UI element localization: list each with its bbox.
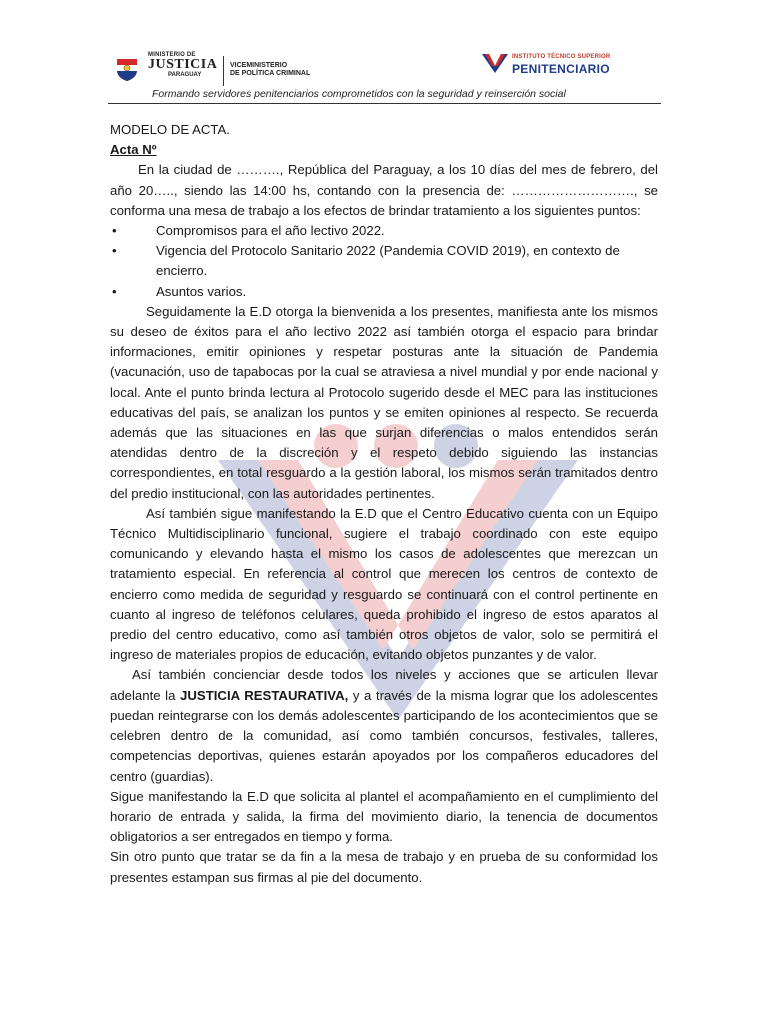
- institute-logo: [480, 50, 620, 80]
- institute-emblem-icon: [480, 52, 510, 74]
- paragraph-restorative-end: y a través de la misma lograr que los adolescentes puedan reintegrarse con los demás adolescentes participando de los acontecimientos que se celebren dentro de la comunidad, así como también concursos, festivales, talleres, competencias deportivas, quienes estarán apoyados por los compañeros educadores del centro (guardias).: [110, 687, 659, 784]
- paraguay-shield-icon: [116, 56, 138, 82]
- paragraph-restorative-start: Así también concienciar desde todos los niveles y acciones que se articulen llevar adelante la: [110, 667, 658, 703]
- intro-paragraph: En la ciudad de ………., República del Paraguay, a los 10 días del mes de febrero, del año 20….., siendo las 14:00 hs, contando con la presencia de: ………………………., se conforma una mesa de trabajo a los efectos de brindar tratamiento a los siguientes puntos:: [110, 162, 658, 218]
- header-rule: [108, 103, 661, 104]
- agenda-list: [110, 221, 658, 302]
- ministry-name-text: JUSTICIA: [148, 57, 218, 72]
- acta-title: Acta Nº: [110, 142, 157, 158]
- bullet-icon: •: [112, 223, 117, 239]
- document-body: [110, 120, 658, 888]
- ministry-country-text: PARAGUAY: [168, 72, 202, 78]
- viceministry-line1: VICEMINISTERIO: [230, 62, 288, 69]
- institute-name-text: PENITENCIARIO: [512, 62, 610, 76]
- list-item: [110, 282, 658, 302]
- list-item-text: Vigencia del Protocolo Sanitario 2022 (Pandemia COVID 2019), en contexto de encierro.: [156, 243, 620, 279]
- model-title: MODELO DE ACTA.: [110, 122, 230, 137]
- paragraph-welcome: Seguidamente la E.D otorga la bienvenida a los presentes, manifiesta ante los mismos su deseo de éxitos para el año lectivo 2022 así también otorga el espacio para brindar informaciones, emitir opiniones y respetar posturas ante la situación de Pandemia (vacunación, uso de tapabocas por la cual se atraviesa a nivel mundial y por ende nacional y local. Ante el punto brinda lectura al Protocolo sugerido desde el MEC para las instituciones educativas del país, se analizan los puntos y se emiten opiniones al respecto. Se recuerda además que las situaciones en las que surjan diferencias o malos entendidos serán atendidas dentro de la discreción y el respeto debido siguiendo las instancias correspondientes, en total resguardo a la gestión laboral, los mismos serán tramitados dentro del predio institucional, con las autoridades pertinentes.: [110, 303, 658, 501]
- list-item-text: Compromisos para el año lectivo 2022.: [156, 223, 385, 239]
- restorative-justice-bold: JUSTICIA RESTAURATIVA,: [180, 687, 349, 703]
- bullet-icon: •: [112, 243, 117, 259]
- ministry-logo: [116, 50, 326, 90]
- viceministry-line2: DE POLÍTICA CRIMINAL: [230, 70, 311, 78]
- list-item: [110, 221, 658, 241]
- list-item-text: Asuntos varios.: [156, 283, 247, 299]
- ministry-top-text: MINISTERIO DE: [148, 52, 196, 58]
- paragraph-technical-team: Así también sigue manifestando la E.D que el Centro Educativo cuenta con un Equipo Técnico Multidisciplinario funcional, sugiere el trabajo coordinado con este equipo comunicando y elevando hasta el mismo los casos de adolescentes que merezcan un tratamiento especial. En referencia al control que merecen los centros de contexto de encierro como medida de seguridad y resguardo se continuará con el control pertinente en cuanto al ingreso de teléfonos celulares, queda prohibido el ingreso de estos aparatos al predio del centro educativo, como así también otros objetos de valor, solo se permitirá el ingreso de materiales propios de educación, evitando objetos punzantes y de valor.: [110, 505, 658, 663]
- logo-divider: [223, 56, 224, 86]
- viceministry-text: [230, 62, 310, 79]
- document-header: [108, 44, 661, 106]
- list-item: [110, 241, 658, 281]
- header-tagline: Formando servidores penitenciarios comprometidos con la seguridad y reinserción social: [152, 88, 566, 100]
- ministry-text: [148, 52, 217, 78]
- paragraph-restorative-justice: [110, 665, 658, 786]
- bullet-icon: •: [112, 283, 117, 299]
- paragraph-closing: Sin otro punto que tratar se da fin a la mesa de trabajo y en prueba de su conformidad los presentes estampan sus firmas al pie del documento.: [110, 849, 658, 885]
- institute-small-text: INSTITUTO TÉCNICO SUPERIOR: [512, 54, 611, 60]
- paragraph-schedule: Sigue manifestando la E.D que solicita al plantel el acompañamiento en el cumplimiento del horario de entrada y salida, la firma del movimiento diario, la tenencia de documentos obligatorios a ser entregados en tiempo y forma.: [110, 788, 658, 845]
